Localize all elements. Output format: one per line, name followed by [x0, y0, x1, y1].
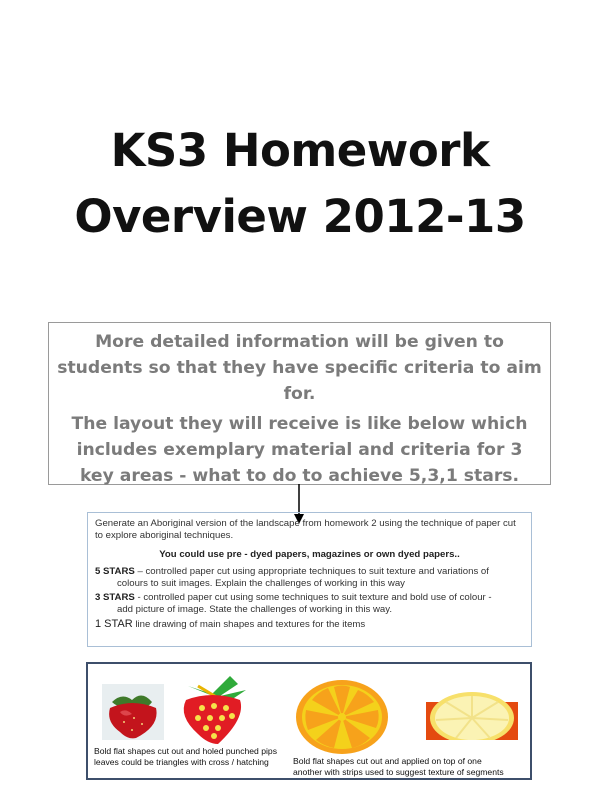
- example-box: [86, 662, 532, 780]
- one-star-label: 1 STAR: [95, 618, 133, 630]
- three-star-text: - controlled paper cut using some techniques to suit texture and bold use of colour -: [134, 592, 492, 603]
- page-title: [0, 118, 600, 250]
- info-paragraph-2: The layout they will receive is like below which includes exemplary material and criteria for 3 key areas - what to do to achieve 5,3,1 stars.: [71, 414, 528, 486]
- task-intro: Generate an Aboriginal version of the landscape from homework 2 using the technique of paper cut to explore aboriginal techniques.: [95, 518, 516, 541]
- left-caption-line-2: leaves could be triangles with cross / hatching: [94, 757, 269, 767]
- right-caption-line-1: Bold flat shapes cut out and applied on top of one: [293, 756, 482, 766]
- paper-cut-orange-slice: [294, 678, 390, 756]
- criteria-box: [87, 512, 532, 647]
- info-paragraph-1: More detailed information will be given to students so that they have specific criteria to aim for.: [57, 332, 542, 404]
- three-star-criteria: [95, 592, 524, 616]
- left-caption: [94, 746, 304, 768]
- right-caption-line-2: another with strips used to suggest texture of segments: [293, 767, 504, 777]
- five-star-text-cont: colours to suit images. Explain the challenges of working in this way: [117, 578, 405, 589]
- info-box: [48, 322, 551, 485]
- title-line-2: Overview 2012-13: [74, 190, 526, 243]
- strawberry-photo: [102, 684, 164, 740]
- five-star-label: 5 STARS: [95, 566, 135, 577]
- left-caption-line-1: Bold flat shapes cut out and holed punched pips: [94, 746, 277, 756]
- one-star-criteria: [95, 618, 524, 631]
- five-star-text: – controlled paper cut using appropriate techniques to suit texture and variations of: [134, 566, 489, 577]
- lemon-photo: [426, 684, 518, 740]
- materials-suggestion: You could use pre - dyed papers, magazines or own dyed papers..: [159, 549, 460, 560]
- three-star-text-cont: add picture of image. State the challenges of working in this way.: [117, 604, 392, 615]
- right-caption: [293, 756, 528, 778]
- five-star-criteria: [95, 566, 524, 590]
- three-star-label: 3 STARS: [95, 592, 135, 603]
- one-star-text: line drawing of main shapes and textures for the items: [132, 619, 366, 630]
- title-line-1: KS3 Homework: [110, 124, 490, 177]
- paper-cut-strawberry: [168, 672, 260, 746]
